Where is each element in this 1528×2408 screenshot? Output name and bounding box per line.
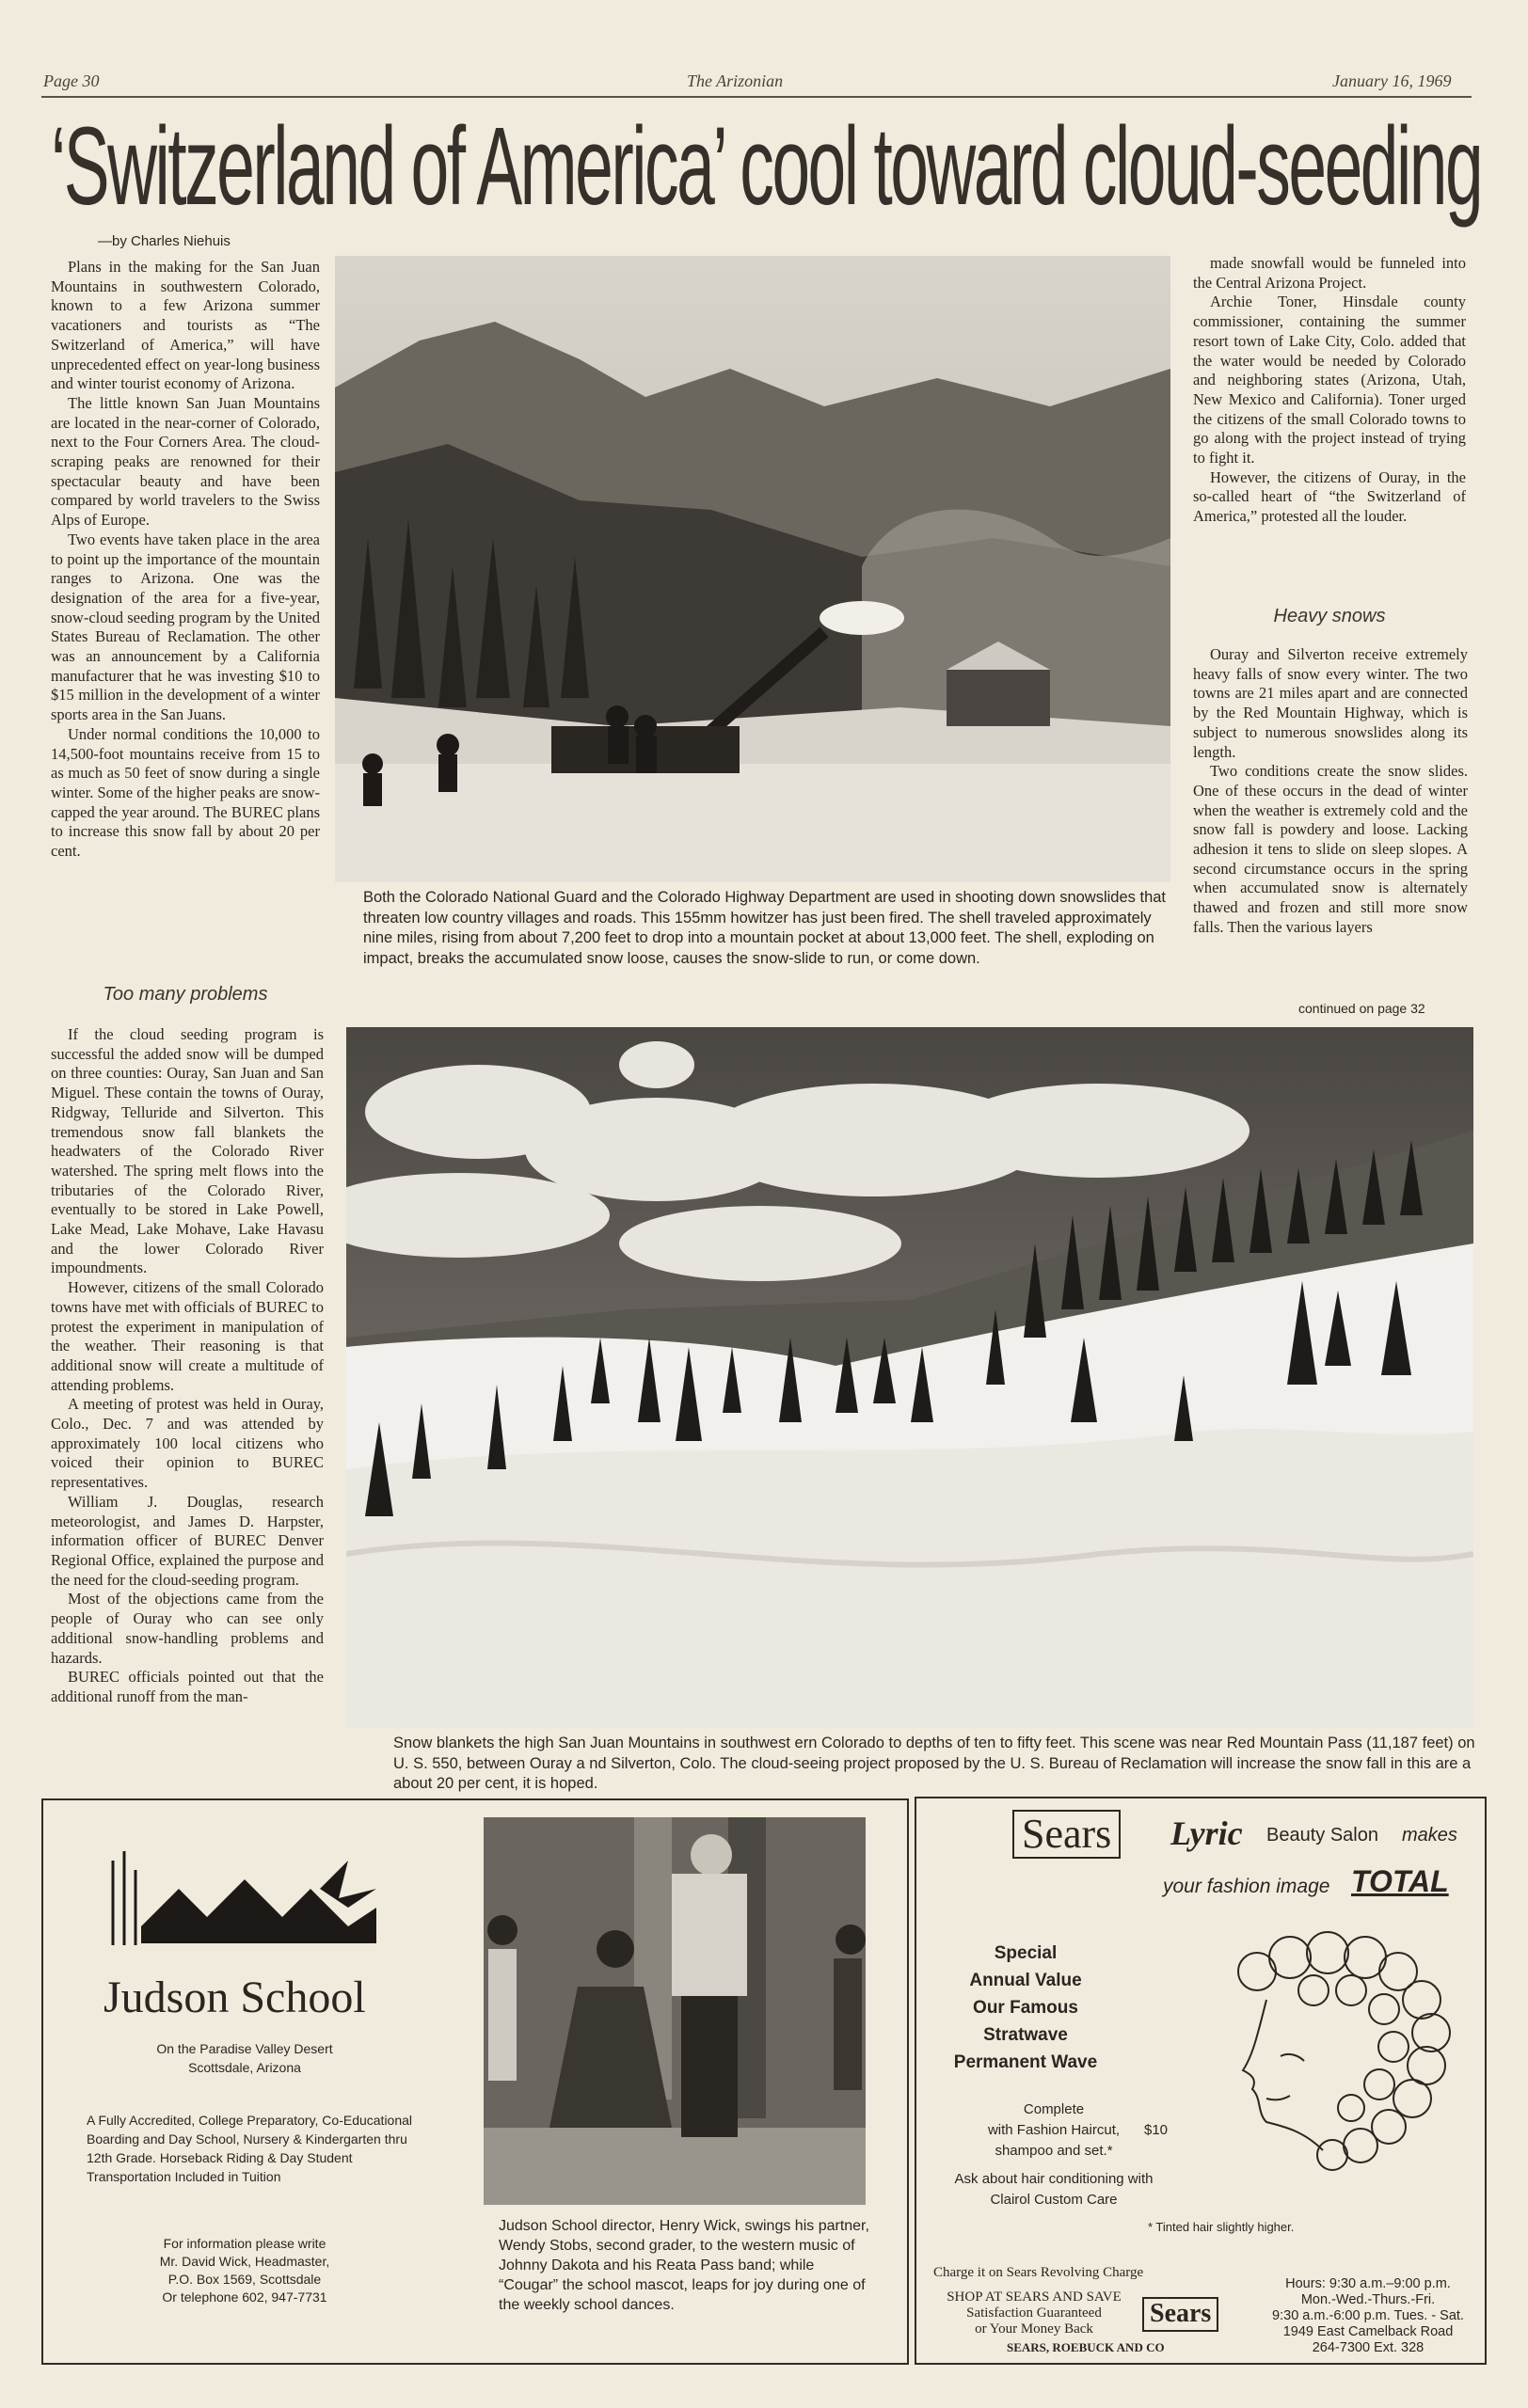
judson-location-1: On the Paradise Valley Desert <box>156 2041 333 2056</box>
hours-line: 1949 East Camelback Road <box>1282 2324 1454 2339</box>
beauty-salon-label: Beauty Salon <box>1266 1825 1378 1846</box>
contact-line: Or telephone 602, 947-7731 <box>162 2289 327 2305</box>
snow-landscape-photo <box>346 1027 1473 1728</box>
paragraph: However, citizens of the small Colorado towns have met with officials of BUREC to protest the experiment in manipulation of the weather. Their reasoning is that additional snow will create a multitude of attending problems. <box>51 1278 324 1394</box>
paragraph: Most of the objections came from the people of Ouray who can see only additional snow-handling problems and hazards. <box>51 1590 324 1667</box>
howitzer-photo-caption: Both the Colorado National Guard and the Colorado Highway Department are used in shooting down snowslides that threaten low country villages and roads. This 155mm howitzer has just been fired. The shell traveled approximately nine miles, rising from about 7,200 feet to drop into a mountain pocket at about 13,000 feet. The shell, exploding on impact, breaks the accumulated snow loose, causes the snow-slide to run, or come down. <box>363 889 1167 967</box>
paper-name: The Arizonian <box>687 71 784 90</box>
note-line: Ask about hair conditioning with <box>954 2171 1154 2187</box>
header-rule <box>41 96 1472 98</box>
charge-note: Charge it on Sears Revolving Charge <box>933 2265 1144 2280</box>
paragraph: A meeting of protest was held in Ouray, Colo., Dec. 7 and was attended by approximately 100 local citizens who voiced their opinion to BUREC representatives. <box>51 1395 324 1492</box>
judson-contact <box>103 2235 386 2306</box>
paragraph: Plans in the making for the San Juan Mountains in southwestern Colorado, known to a few Arizona summer vacationers and tourists as “The Switzerland of America,” will have unprecedented effect on year-long business and winter tourist economy of Arizona. <box>51 258 320 393</box>
howitzer-photo <box>335 256 1170 882</box>
paragraph: The little known San Juan Mountains are located in the near-corner of Colorado, next to the Four Corners Area. The cloud-scraping peaks are renowned for their spectacular beauty and have been compared by world travelers to the Swiss Alps of Europe. <box>51 393 320 530</box>
paragraph: BUREC officials pointed out that the additional runoff from the man- <box>51 1668 324 1705</box>
paragraph: Archie Toner, Hinsdale county commissioner, containing the summer resort town of Lake City, Colo. added that the water would be needed by Colorado and neighboring states (Arizona, Utah, New Mexico and California). Toner urged the citizens of the small Colorado towns to go along with the project instead of trying to fight it. <box>1193 293 1466 467</box>
paragraph: Two events have taken place in the area to point up the importance of the mountain ranges to Arizona. One was the designation of the area for a five-year, snow-cloud seeding program by the United States Bureau of Reclamation. The other was an announcement by a California manufacturer that he was investing $10 to $15 million in the development of a winter sports area in the San Juans. <box>51 530 320 724</box>
hours-line: Hours: 9:30 a.m.–9:00 p.m. <box>1285 2276 1451 2291</box>
contact-line: For information please write <box>163 2236 326 2251</box>
sears-roebuck: SEARS, ROEBUCK AND CO <box>1007 2340 1165 2354</box>
shop-line: Satisfaction Guaranteed <box>966 2305 1102 2321</box>
paragraph: If the cloud seeding program is successful the added snow will be dumped on three counties: Ouray, San Juan and San Miguel. These contain the towns of Ouray, Ridgway, Telluride and Silverton. This tremendous snow fall blankets the headwaters of the Colorado River watershed. The spring melt flows into the tributaries of the Colorado River, eventually to be stored in Lake Powell, Lake Mead, Lake Mohave, Lake Havasu and the lower Colorado River impoundments. <box>51 1025 324 1277</box>
paragraph: Under normal conditions the 10,000 to 14,500-foot mountains receive from 15 to as much as 50 feet of snow during a single winter. Some of the higher peaks are snow-capped the year around. The BUREC plans to increase this snow fall by about 20 per cent. <box>51 724 320 861</box>
offer-line: Our Famous <box>973 1998 1078 2018</box>
price: $10 <box>1144 2122 1169 2138</box>
paragraph: Ouray and Silverton receive extremely heavy falls of snow every winter. The two towns are 21 miles apart and are connected by the Red Mountain Highway, which is subject to numerous snowslides along its length. <box>1193 645 1468 761</box>
page-number: Page 30 <box>43 71 100 90</box>
snow-landscape-caption: Snow blankets the high San Juan Mountains in southwest ern Colorado to depths of ten to fifty feet. This scene was near Red Mountain Pass (11,187 feet) on U. S. 550, between Ouray a nd Silverton, Colo. The cloud-seeing project proposed by the U. S. Bureau of Reclamation will increase the snow fall in this are a about 20 per cent, it is hoped. <box>393 1735 1475 1792</box>
offer-line: Stratwave <box>983 2025 1068 2045</box>
judson-description: A Fully Accredited, College Preparatory, Co-Educational Boarding and Day School, Nursery & Kindergarten thru 12th Grade. Horseback Riding & Day Student Transportation Included in Tuition <box>87 2113 413 2184</box>
offer-line: Annual Value <box>969 1971 1082 1990</box>
hours-line: Mon.-Wed.-Thurs.-Fri. <box>1300 2292 1436 2307</box>
continued-notice: continued on page 32 <box>1298 1001 1425 1016</box>
note-line: Clairol Custom Care <box>990 2192 1118 2208</box>
paragraph: However, the citizens of Ouray, in the so-called heart of “the Switzerland of America,” protested all the louder. <box>1193 467 1466 526</box>
tinted-hair-note: * Tinted hair slightly higher. <box>1148 2220 1295 2234</box>
complete-offer <box>960 2099 1148 2162</box>
judson-school-logo <box>103 1851 386 1955</box>
paragraph: Two conditions create the snow slides. One of these occurs in the dead of winter when the weather is extremely cold and the snow fall is powdery and loose. Lacking adhesion it tens to slide on sleep slopes. A second circumstance occurs in the spring when accumulated snow is alternately thawed and frozen and still more snow falls. Then the various layers <box>1193 762 1468 936</box>
contact-line: P.O. Box 1569, Scottsdale <box>167 2272 322 2287</box>
article-column-3 <box>1193 254 1466 527</box>
hours-line: 9:30 a.m.-6:00 p.m. Tues. - Sat. <box>1272 2308 1464 2323</box>
special-offer <box>941 1940 1110 2076</box>
paragraph: William J. Douglas, research meteorologist, and James D. Harpster, information officer of BUREC Denver Regional Office, explained the purpose and the need for the cloud-seeding program. <box>51 1492 324 1589</box>
tagline: your fashion image <box>1163 1876 1330 1897</box>
byline: —by Charles Niehuis <box>98 233 231 249</box>
conditioning-note <box>931 2169 1176 2210</box>
dance-photo-caption: Judson School director, Henry Wick, swings his partner, Wendy Stobs, second grader, to the western music of Johnny Dakota and his Reata Pass band; while “Cougar” the school mascot, leaps for joy during one of the weekly school dances. <box>499 2218 869 2313</box>
sears-small-logo: Sears <box>1142 2297 1218 2332</box>
shop-line: or Your Money Back <box>975 2321 1093 2337</box>
issue-date: January 16, 1969 <box>1332 71 1452 90</box>
offer-detail: with Fashion Haircut, <box>987 2122 1121 2138</box>
hairstyle-illustration <box>1201 1915 1483 2197</box>
lyric-logo: Lyric <box>1170 1814 1243 1852</box>
article-column-3-cont <box>1193 645 1468 938</box>
headline: ‘Switzerland of America’ cool toward cloud-seeding <box>51 104 1482 229</box>
offer-detail: Complete <box>1023 2101 1085 2117</box>
contact-line: Mr. David Wick, Headmaster, <box>159 2254 330 2269</box>
offer-detail: shampoo and set.* <box>995 2143 1113 2159</box>
judson-school-name: Judson School <box>103 1972 366 2022</box>
article-column-1 <box>51 258 320 862</box>
dance-photo <box>484 1817 866 2205</box>
offer-line: Permanent Wave <box>953 2052 1098 2072</box>
subhead-heavy-snows: Heavy snows <box>1273 606 1386 626</box>
shop-line: SHOP AT SEARS AND SAVE <box>947 2289 1122 2305</box>
offer-line: Special <box>994 1943 1058 1963</box>
sears-logo: Sears <box>1012 1810 1121 1859</box>
shop-at-sears <box>933 2289 1135 2337</box>
makes-label: makes <box>1402 1825 1457 1846</box>
judson-location-2: Scottsdale, Arizona <box>188 2060 301 2075</box>
subhead-too-many-problems: Too many problems <box>103 984 268 1005</box>
store-hours <box>1257 2276 1479 2356</box>
paragraph: made snowfall would be funneled into the Central Arizona Project. <box>1193 254 1466 292</box>
hours-line: 264-7300 Ext. 328 <box>1312 2340 1425 2355</box>
total-label: TOTAL <box>1351 1864 1449 1898</box>
article-column-1-cont <box>51 1025 324 1707</box>
